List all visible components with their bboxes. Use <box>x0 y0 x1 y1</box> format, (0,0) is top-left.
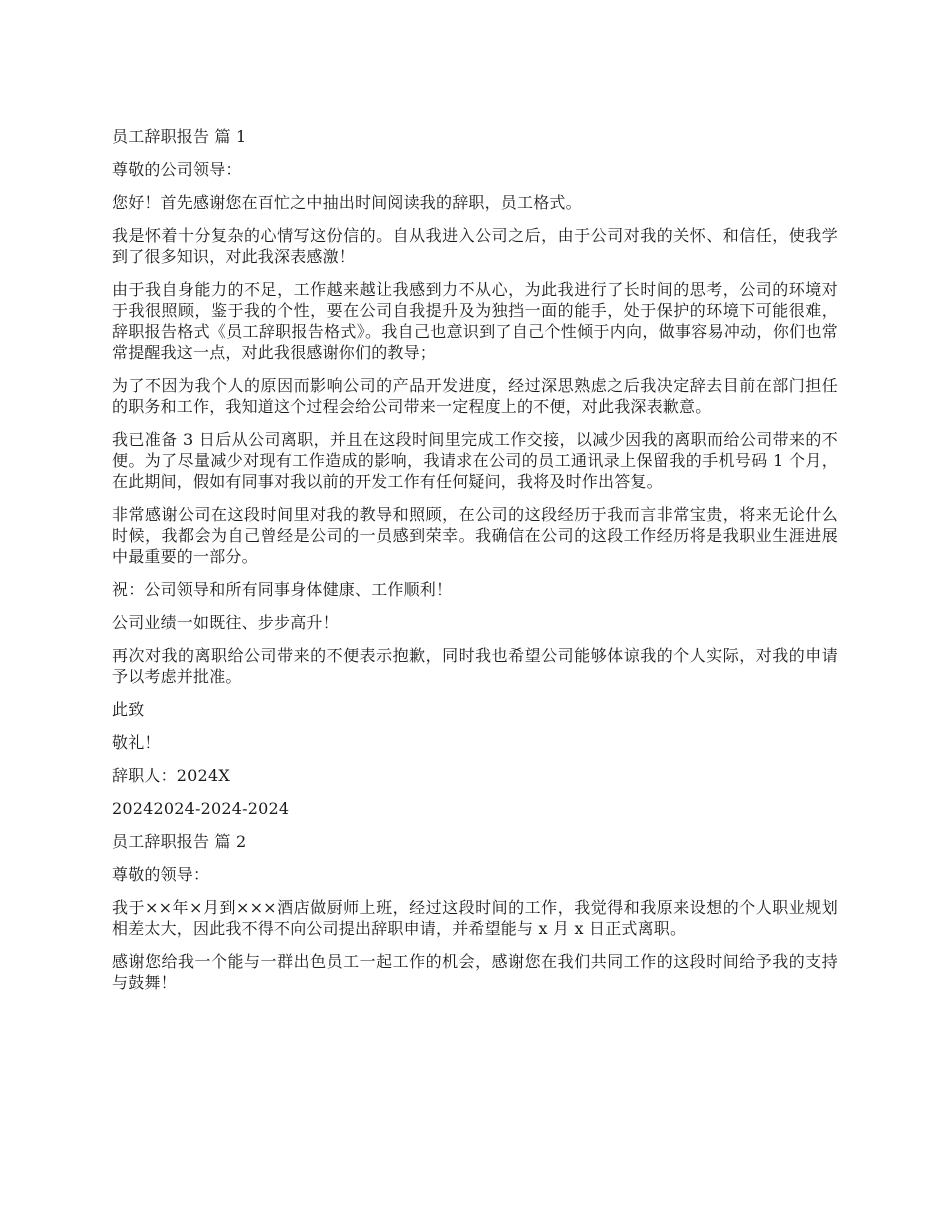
body-paragraph: 我已准备 3 日后从公司离职，并且在这段时间里完成工作交接，以减少因我的离职而给公司带来的不便。为了尽量减少对现有工作造成的影响，我请求在公司的员工通讯录上保留我的手机号码 1 个月，在此期间，假如有同事对我以前的开发工作有任何疑问，我将及时作出答复。 <box>112 430 838 491</box>
wishes-line: 公司业绩一如既往、步步高升！ <box>112 613 339 632</box>
body-paragraph: 我是怀着十分复杂的心情写这份信的。自从我进入公司之后，由于公司对我的关怀、和信任，使我学到了很多知识，对此我深表感激！ <box>112 226 838 266</box>
salutation: 尊敬的领导： <box>112 865 210 884</box>
body-paragraph: 为了不因为我个人的原因而影响公司的产品开发进度，经过深思熟虑之后我决定辞去目前在部门担任的职务和工作，我知道这个过程会给公司带来一定程度上的不便，对此我深表歉意。 <box>112 376 838 416</box>
wishes-line: 祝：公司领导和所有同事身体健康、工作顺利！ <box>112 580 453 599</box>
section-heading-1: 员工辞职报告 篇 1 <box>112 127 247 146</box>
greeting-paragraph: 您好！首先感谢您在百忙之中抽出时间阅读我的辞职，员工格式。 <box>112 193 582 212</box>
body-paragraph: 非常感谢公司在这段时间里对我的教导和照顾，在公司的这段经历于我而言非常宝贵，将来无论什么时候，我都会为自己曾经是公司的一员感到荣幸。我确信在公司的这段工作经历将是我职业生涯进展中最重要的一部分。 <box>112 505 838 566</box>
closing-salute: 敬礼！ <box>112 733 161 752</box>
date-line: 20242024-2024-2024 <box>112 799 290 818</box>
body-paragraph: 由于我自身能力的不足，工作越来越让我感到力不从心，为此我进行了长时间的思考，公司的环境对于我很照顾，鉴于我的个性，要在公司自我提升及为独挡一面的能手，处于保护的环境下可能很难，辞职报告格式《员工辞职报告格式》。我自己也意识到了自己个性倾于内向，做事容易冲动，你们也常常提醒我这一点，对此我很感谢你们的教导； <box>112 280 838 362</box>
body-paragraph: 再次对我的离职给公司带来的不便表示抱歉，同时我也希望公司能够体谅我的个人实际，对我的申请予以考虑并批准。 <box>112 646 838 686</box>
signature-line: 辞职人：2024X <box>112 766 230 785</box>
body-paragraph: 我于××年×月到×××酒店做厨师上班，经过这段时间的工作，我觉得和我原来设想的个人职业规划相差太大，因此我不得不向公司提出辞职申请，并希望能与 x 月 x 日正式离职。 <box>112 898 838 938</box>
body-paragraph: 感谢您给我一个能与一群出色员工一起工作的机会，感谢您在我们共同工作的这段时间给予我的支持与鼓舞！ <box>112 952 838 992</box>
closing-line: 此致 <box>112 700 145 719</box>
section-heading-2: 员工辞职报告 篇 2 <box>112 832 247 851</box>
salutation: 尊敬的公司领导： <box>112 160 242 179</box>
